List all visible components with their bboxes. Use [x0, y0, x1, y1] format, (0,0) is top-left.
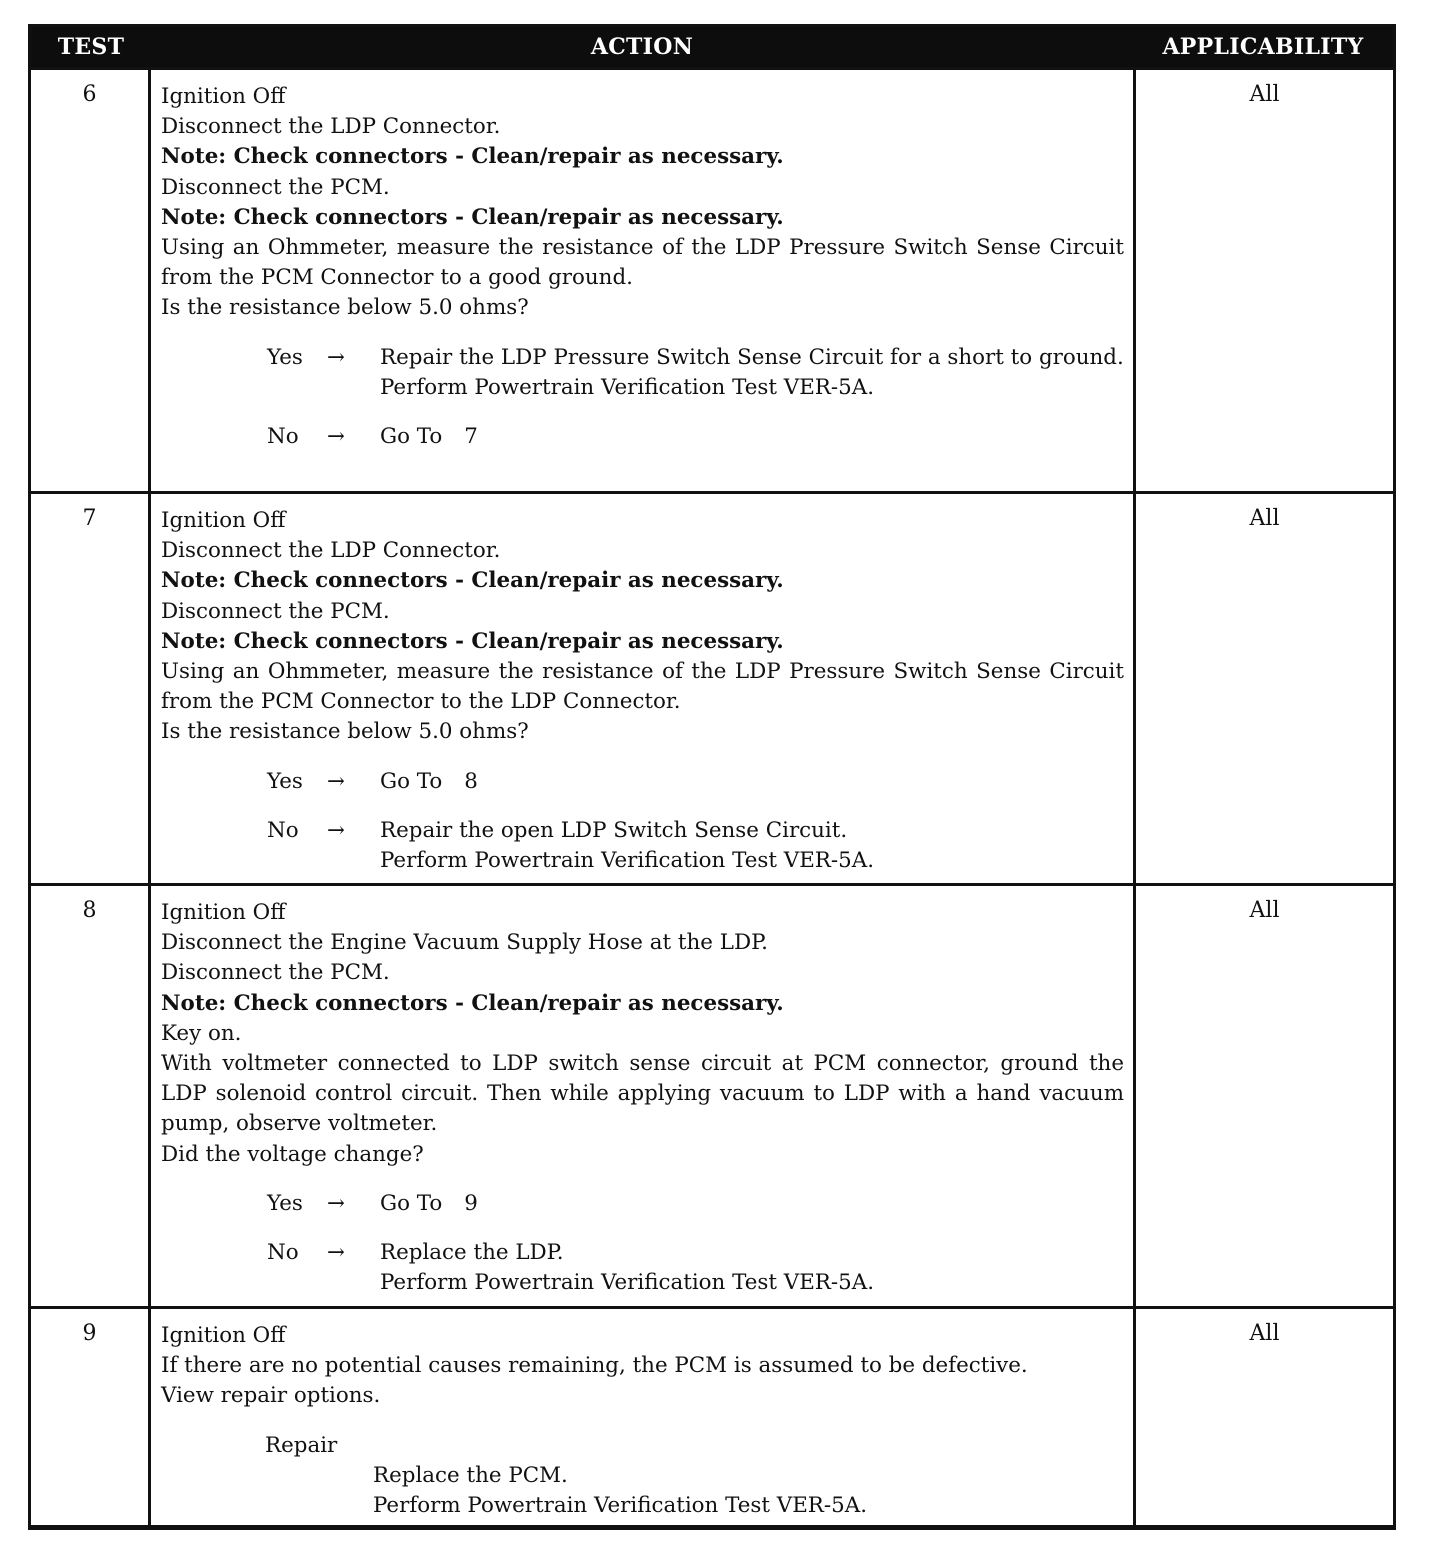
step-text: Disconnect the PCM. [161, 174, 390, 200]
step-text: Disconnect the LDP Connector. [161, 114, 501, 140]
table-row [31, 1306, 1393, 1525]
result-text: Repair the open LDP Switch Sense Circuit. [380, 817, 848, 843]
yes-result [380, 767, 1124, 797]
yes-label: Yes [267, 768, 303, 794]
action-cell [151, 886, 1136, 1306]
step-text: Ignition Off [161, 84, 286, 109]
table-row [31, 883, 1393, 1306]
goto-number: 9 [464, 1190, 478, 1216]
header-applicability: APPLICABILITY [1162, 34, 1364, 60]
step-text: Disconnect the PCM. [161, 960, 390, 986]
result-text: Perform Powertrain Verification Test VER-5A. [380, 374, 874, 400]
arrow-icon: → [327, 424, 345, 450]
repair-label: Repair [265, 1432, 338, 1458]
applicability-cell: All [1249, 82, 1280, 107]
yes-result [380, 343, 1124, 403]
diagnostic-table [28, 24, 1396, 1530]
header-action: ACTION [590, 34, 694, 60]
step-text: Using an Ohmmeter, measure the resistance of the LDP Pressure Switch Sense Circuit from the PCM Connector to the LDP Connector. [161, 659, 1124, 715]
result-text: Perform Powertrain Verification Test VER-5A. [380, 1270, 874, 1296]
test-number: 7 [31, 494, 151, 883]
arrow-icon: → [327, 817, 345, 843]
action-cell [151, 70, 1136, 491]
goto-text: Go To [380, 424, 443, 450]
no-branch [161, 816, 1124, 876]
step-text: Using an Ohmmeter, measure the resistance of the LDP Pressure Switch Sense Circuit from the PCM Connector to a good ground. [161, 235, 1124, 291]
note-text: Note: Check connectors - Clean/repair as necessary. [161, 204, 784, 230]
note-text: Note: Check connectors - Clean/repair as necessary. [161, 144, 784, 170]
step-text: Disconnect the Engine Vacuum Supply Hose at the LDP. [161, 930, 768, 956]
no-result [380, 816, 1124, 876]
note-text: Note: Check connectors - Clean/repair as necessary. [161, 990, 784, 1016]
arrow-icon: → [327, 1240, 345, 1266]
result-text: Perform Powertrain Verification Test VER-5A. [373, 1493, 867, 1519]
step-text: If there are no potential causes remaining, the PCM is assumed to be defective. [161, 1353, 1028, 1379]
test-number: 6 [31, 70, 151, 491]
no-label: No [267, 1240, 299, 1266]
yes-branch [161, 343, 1124, 403]
arrow-icon: → [327, 768, 345, 794]
yes-result [380, 1189, 1124, 1219]
no-result [380, 422, 1124, 452]
step-text: Ignition Off [161, 900, 286, 925]
action-cell [151, 494, 1136, 883]
table-header [31, 27, 1393, 67]
repair-result [161, 1461, 1124, 1521]
action-cell [151, 1309, 1136, 1525]
goto-number: 8 [464, 768, 478, 794]
goto-number: 7 [464, 424, 478, 450]
step-text: Disconnect the PCM. [161, 598, 390, 624]
goto-text: Go To [380, 768, 443, 794]
note-text: Note: Check connectors - Clean/repair as necessary. [161, 568, 784, 594]
result-text: Repair the LDP Pressure Switch Sense Circuit for a short to ground. [380, 344, 1124, 370]
applicability-cell: All [1249, 898, 1280, 923]
yes-label: Yes [267, 344, 303, 370]
arrow-icon: → [327, 344, 345, 370]
question-text: Is the resistance below 5.0 ohms? [161, 295, 529, 321]
applicability-cell: All [1249, 1321, 1280, 1346]
yes-branch [161, 1189, 1124, 1219]
step-text: Ignition Off [161, 1323, 286, 1348]
step-text: Disconnect the LDP Connector. [161, 538, 501, 564]
no-result [380, 1238, 1124, 1298]
goto-text: Go To [380, 1190, 443, 1216]
yes-label: Yes [267, 1190, 303, 1216]
arrow-icon: → [327, 1190, 345, 1216]
table-row [31, 67, 1393, 491]
table-row [31, 491, 1393, 883]
step-text: With voltmeter connected to LDP switch sense circuit at PCM connector, ground the LDP solenoid control circuit. Then while applying vacuum to LDP with a hand vacuum pump, observe voltmeter. [161, 1051, 1124, 1137]
no-label: No [267, 424, 299, 450]
no-label: No [267, 817, 299, 843]
yes-branch [161, 767, 1124, 797]
test-number: 8 [31, 886, 151, 1306]
step-text: View repair options. [161, 1383, 381, 1409]
header-test: TEST [57, 34, 125, 60]
question-text: Is the resistance below 5.0 ohms? [161, 719, 529, 745]
question-text: Did the voltage change? [161, 1141, 424, 1167]
no-branch [161, 1238, 1124, 1298]
result-text: Replace the PCM. [373, 1462, 568, 1488]
step-text: Key on. [161, 1020, 242, 1046]
step-text: Ignition Off [161, 508, 286, 533]
test-number: 9 [31, 1309, 151, 1525]
note-text: Note: Check connectors - Clean/repair as necessary. [161, 628, 784, 654]
applicability-cell: All [1249, 506, 1280, 531]
result-text: Perform Powertrain Verification Test VER-5A. [380, 848, 874, 874]
no-branch [161, 422, 1124, 452]
result-text: Replace the LDP. [380, 1240, 564, 1266]
